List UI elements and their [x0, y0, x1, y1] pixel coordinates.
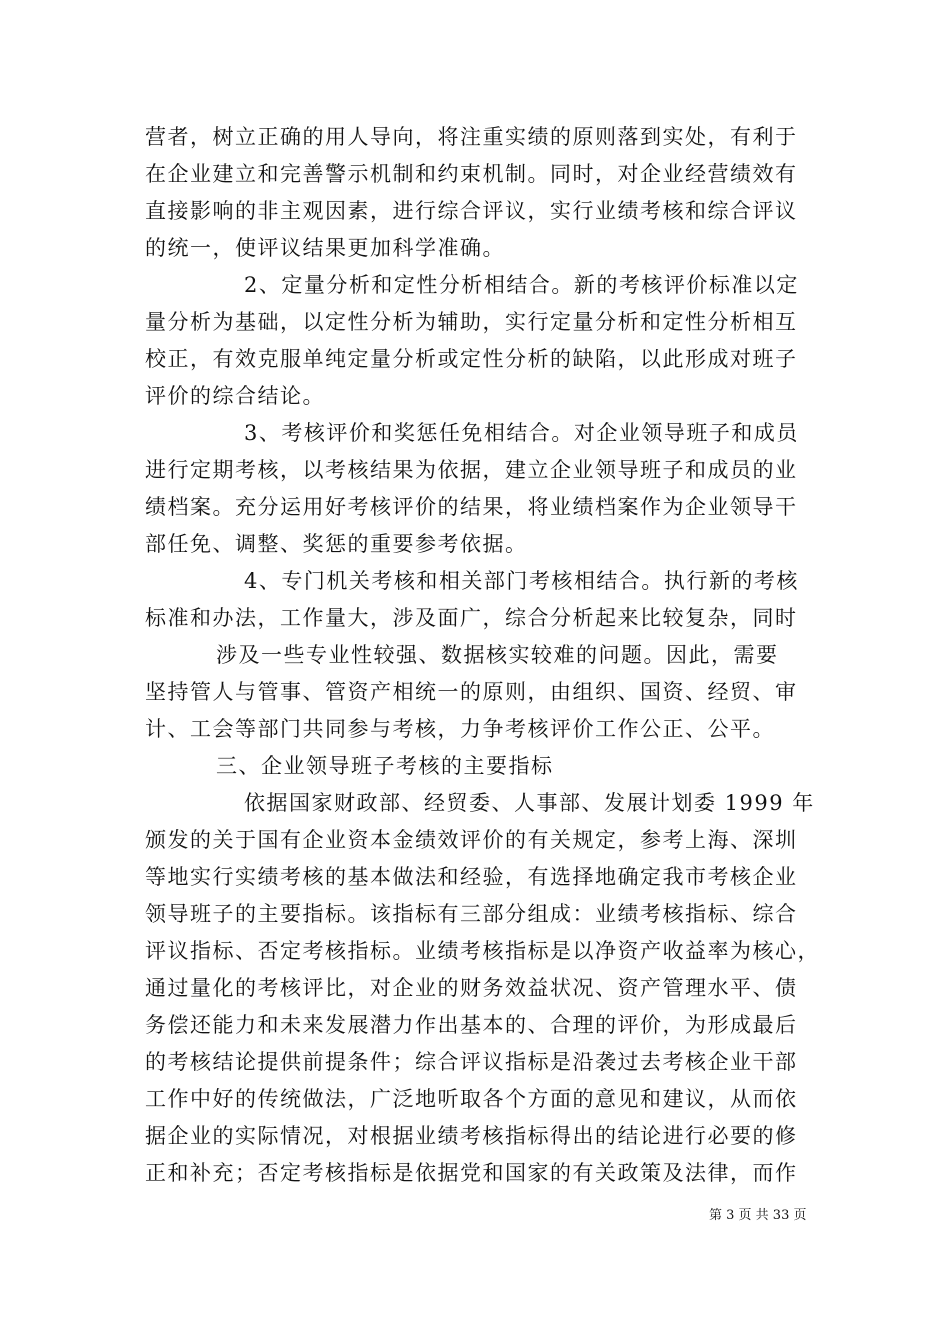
- text-line: 涉及一些专业性较强、数据核实较难的问题。因此，需要: [216, 643, 779, 667]
- text-line: 据企业的实际情况，对根据业绩考核指标得出的结论进行必要的修: [145, 1124, 798, 1148]
- text-line: 校正，有效克服单纯定量分析或定性分析的缺陷，以此形成对班子: [145, 347, 798, 371]
- paragraph-first-line: 4、专门机关考核和相关部门考核相结合。执行新的考核: [244, 569, 799, 593]
- text-line: 在企业建立和完善警示机制和约束机制。同时，对企业经营绩效有: [145, 162, 798, 186]
- text-line: 领导班子的主要指标。该指标有三部分组成：业绩考核指标、综合: [145, 902, 798, 926]
- text-line: 营者，树立正确的用人导向，将注重实绩的原则落到实处，有利于: [145, 125, 798, 149]
- text-line: 工作中好的传统做法，广泛地听取各个方面的意见和建议，从而依: [145, 1087, 798, 1111]
- text-line: 坚持管人与管事、管资产相统一的原则，由组织、国资、经贸、审: [145, 680, 798, 704]
- text-line: 部任免、调整、奖惩的重要参考依据。: [145, 532, 528, 556]
- text-line: 绩档案。充分运用好考核评价的结果，将业绩档案作为企业领导干: [145, 495, 798, 519]
- text-line: 等地实行实绩考核的基本做法和经验，有选择地确定我市考核企业: [145, 865, 798, 889]
- paragraph-first-line: 依据国家财政部、经贸委、人事部、发展计划委 1999 年: [244, 791, 815, 815]
- text-line: 量分析为基础，以定性分析为辅助，实行定量分析和定性分析相互: [145, 310, 798, 334]
- section-heading: 三、企业领导班子考核的主要指标: [216, 754, 554, 778]
- text-line: 进行定期考核，以考核结果为依据，建立企业领导班子和成员的业: [145, 458, 798, 482]
- text-line: 直接影响的非主观因素，进行综合评议，实行业绩考核和综合评议: [145, 199, 798, 223]
- text-line: 的考核结论提供前提条件；综合评议指标是沿袭过去考核企业干部: [145, 1050, 798, 1074]
- paragraph-first-line: 3、考核评价和奖惩任免相结合。对企业领导班子和成员: [244, 421, 799, 445]
- text-line: 评议指标、否定考核指标。业绩考核指标是以净资产收益率为核心，: [145, 939, 820, 963]
- text-line: 通过量化的考核评比，对企业的财务效益状况、资产管理水平、债: [145, 976, 798, 1000]
- page-number-footer: 第 3 页 共 33 页: [709, 1208, 807, 1223]
- paragraph-first-line: 2、定量分析和定性分析相结合。新的考核评价标准以定: [244, 273, 799, 297]
- text-line: 正和补充；否定考核指标是依据党和国家的有关政策及法律，而作: [145, 1161, 798, 1185]
- text-line: 务偿还能力和未来发展潜力作出基本的、合理的评价，为形成最后: [145, 1013, 798, 1037]
- text-line: 计、工会等部门共同参与考核，力争考核评价工作公正、公平。: [145, 717, 775, 741]
- text-line: 颁发的关于国有企业资本金绩效评价的有关规定，参考上海、深圳: [145, 828, 798, 852]
- text-line: 的统一，使评议结果更加科学准确。: [145, 236, 505, 260]
- text-line: 标准和办法，工作量大，涉及面广，综合分析起来比较复杂，同时: [145, 606, 798, 630]
- text-line: 评价的综合结论。: [145, 384, 325, 408]
